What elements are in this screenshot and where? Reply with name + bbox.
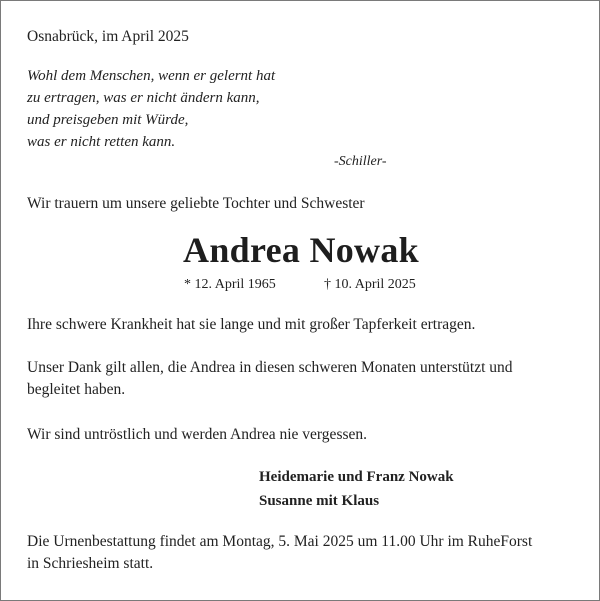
signatories xyxy=(259,465,454,513)
body-paragraph-illness: Ihre schwere Krankheit hat sie lange und mit großer Tapferkeit ertragen. xyxy=(27,316,476,333)
place-date: Osnabrück, im April 2025 xyxy=(27,28,189,45)
body-paragraph-remembrance: Wir sind untröstlich und werden Andrea nie vergessen. xyxy=(27,426,368,443)
intro-text: Wir trauern um unsere geliebte Tochter und Schwester xyxy=(27,195,365,212)
quote-line: Wohl dem Menschen, wenn er gelernt hat xyxy=(27,68,276,84)
quote-line: was er nicht retten kann. xyxy=(27,134,176,150)
deceased-name: Andrea Nowak xyxy=(183,230,419,270)
quote-line: zu ertragen, was er nicht ändern kann, xyxy=(27,90,260,106)
funeral-info: Die Urnenbestattung findet am Montag, 5. Mai 2025 um 11.00 Uhr im RuheForst xyxy=(27,533,533,550)
birth-date: * 12. April 1965 xyxy=(184,277,276,292)
signatory: Susanne mit Klaus xyxy=(259,493,380,509)
body-paragraph-thanks: Unser Dank gilt allen, die Andrea in diesen schweren Monaten unterstützt und xyxy=(27,359,513,376)
funeral-info-continued: in Schriesheim statt. xyxy=(27,555,154,572)
signatory: Heidemarie und Franz Nowak xyxy=(259,469,454,485)
death-date: † 10. April 2025 xyxy=(324,277,416,292)
body-paragraph-thanks-continued: begleitet haben. xyxy=(27,381,126,398)
quote-block xyxy=(27,65,275,153)
quote-line: und preisgeben mit Würde, xyxy=(27,112,189,128)
quote-author: -Schiller- xyxy=(334,154,387,169)
